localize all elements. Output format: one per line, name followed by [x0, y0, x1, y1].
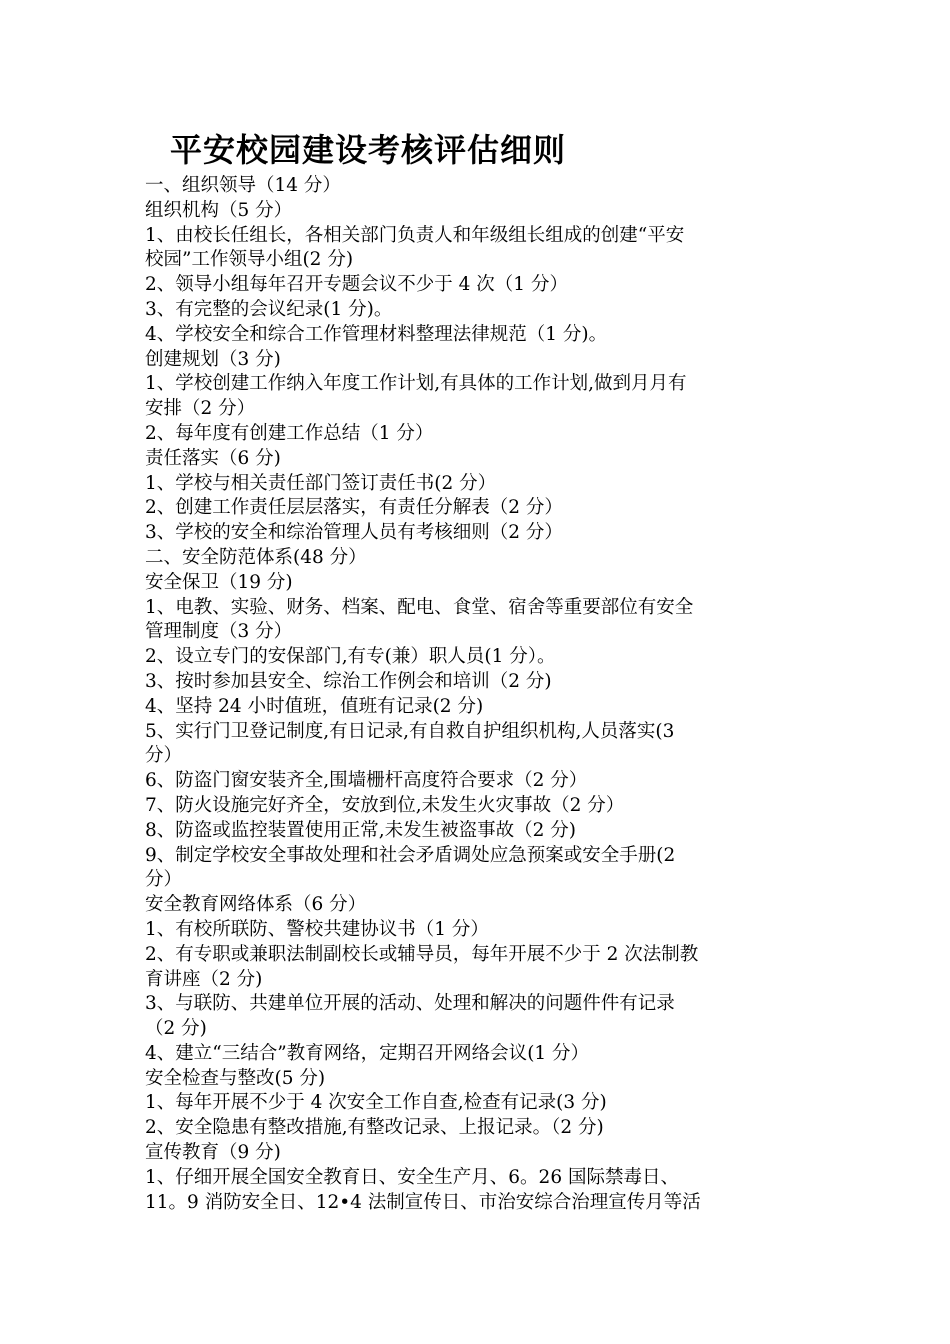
document-line: 4、学校安全和综合工作管理材料整理法律规范（1 分)。 [145, 323, 608, 345]
document-line: 2、设立专门的安保部门,有专(兼）职人员(1 分）。 [145, 646, 556, 668]
document-body [145, 174, 815, 1215]
document-line: 5、实行门卫登记制度,有日记录,有自救自护组织机构,人员落实(3 [145, 720, 675, 742]
document-line: 1、有校所联防、警校共建协议书（1 分） [145, 918, 489, 940]
document-line: 4、建立“三结合”教育网络，定期召开网络会议(1 分） [145, 1042, 590, 1064]
document-line: 6、防盗门窗安装齐全,围墙栅杆高度符合要求（2 分） [145, 770, 588, 792]
document-line: 安全保卫（19 分) [145, 571, 293, 593]
document-line: 安排（2 分） [145, 398, 256, 420]
document-line: 3、按时参加县安全、综治工作例会和培训（2 分) [145, 670, 552, 692]
document-line: 创建规划（3 分) [145, 348, 281, 370]
document-line: 3、有完整的会议纪录(1 分)。 [145, 298, 393, 320]
document-line: 7、防火设施完好齐全，安放到位,未发生火灾事故（2 分） [145, 794, 625, 816]
document-line: 9、制定学校安全事故处理和社会矛盾调处应急预案或安全手册(2 [145, 844, 676, 866]
document-line: 安全检查与整改(5 分) [145, 1067, 326, 1089]
document-line: 校园”工作领导小组(2 分) [145, 249, 354, 271]
document-line: 一、组织领导（14 分） [145, 175, 341, 196]
document-line: 4、坚持 24 小时值班，值班有记录(2 分) [145, 695, 484, 717]
document-line: 1、学校创建工作纳入年度工作计划,有具体的工作计划,做到月月有 [145, 373, 687, 395]
document-line: 分） [145, 869, 183, 891]
document-line: 3、与联防、共建单位开展的活动、处理和解决的问题件件有记录 [145, 993, 675, 1015]
document-title: 平安校园建设考核评估细则 [170, 131, 567, 169]
document-line: 1、仔细开展全国安全教育日、安全生产月、6。26 国际禁毒日、 [145, 1166, 679, 1188]
document-line: 2、创建工作责任层层落实，有责任分解表（2 分） [145, 497, 563, 519]
document-line: 二、安全防范体系(48 分） [145, 546, 367, 568]
document-line: 管理制度（3 分） [145, 621, 293, 643]
document-line: 2、有专职或兼职法制副校长或辅导员，每年开展不少于 2 次法制教 [145, 943, 699, 965]
document-line: 宣传教育（9 分) [145, 1142, 281, 1164]
document-line: 安全教育网络体系（6 分） [145, 894, 367, 916]
document-line: 8、防盗或监控装置使用正常,未发生被盗事故（2 分) [145, 819, 577, 841]
document-line: （2 分) [145, 1018, 207, 1040]
document-line: 1、电教、实验、财务、档案、配电、食堂、宿舍等重要部位有安全 [145, 596, 694, 618]
document-line: 1、每年开展不少于 4 次安全工作自查,检查有记录(3 分) [145, 1092, 607, 1114]
document-line: 责任落实（6 分) [145, 447, 281, 469]
document-line: 11。9 消防安全日、12•4 法制宣传日、市治安综合治理宣传月等活 [145, 1191, 701, 1213]
document-line: 育讲座（2 分) [145, 968, 263, 990]
document-line: 分） [145, 745, 183, 767]
document-line: 1、学校与相关责任部门签订责任书(2 分） [145, 472, 497, 494]
document-line: 1、由校长任组长，各相关部门负责人和年级组长组成的创建“平安 [145, 224, 685, 246]
document-line: 2、每年度有创建工作总结（1 分） [145, 422, 434, 444]
document-line: 3、学校的安全和综治管理人员有考核细则（2 分） [145, 522, 563, 544]
document-line: 组织机构（5 分） [145, 199, 293, 221]
document-line: 2、领导小组每年召开专题会议不少于 4 次（1 分） [145, 274, 568, 296]
document-line: 2、安全隐患有整改措施,有整改记录、上报记录。（2 分) [145, 1117, 604, 1139]
